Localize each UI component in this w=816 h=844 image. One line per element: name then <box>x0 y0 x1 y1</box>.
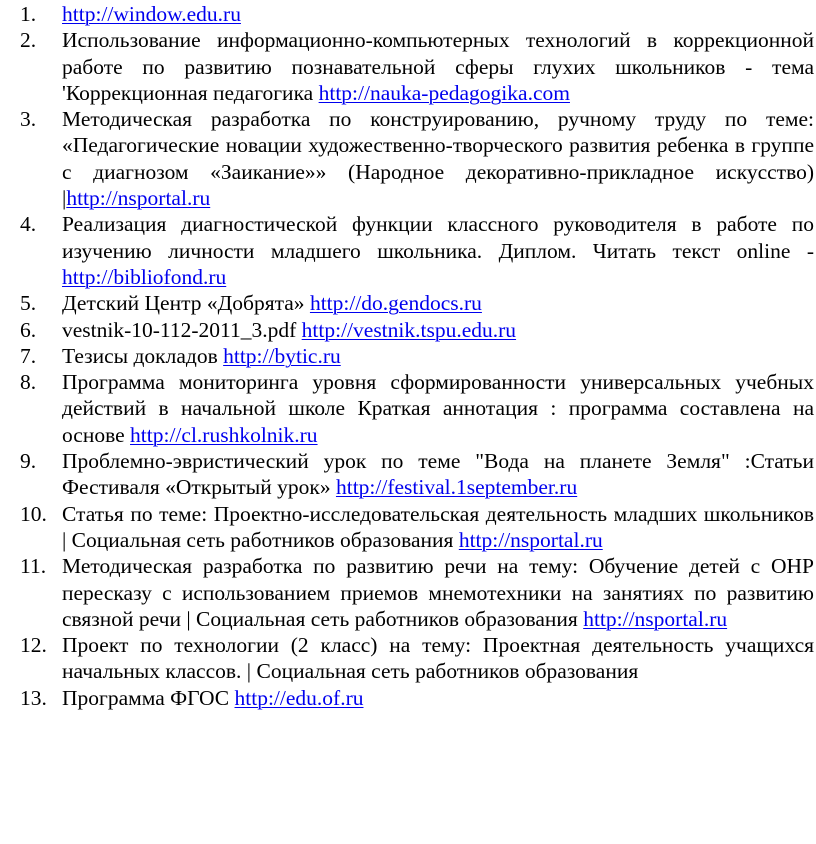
item-link[interactable]: http://bibliofond.ru <box>62 264 227 289</box>
item-link[interactable]: http://window.edu.ru <box>62 2 241 26</box>
item-text: Детский Центр «Добрята» <box>62 291 310 316</box>
item-number: 8. <box>20 370 37 395</box>
item-link[interactable]: http://vestnik.tspu.edu.ru <box>301 317 517 342</box>
item-text: Программа ФГОС <box>62 685 235 710</box>
list-item <box>0 1 814 27</box>
list-item <box>0 369 814 448</box>
item-text: Методическая разработка по конструированию, ручному труду по теме: «Педагогические новации художественно-творческого развития ребенка в группе с диагнозом «Заикание»» (Народное декоративно-прикладное искусство) | <box>62 107 814 211</box>
list-item <box>0 685 814 711</box>
item-text: Статья по теме: Проектно-исследовательская деятельность младших школьников | Социальная сеть работников образования <box>62 501 814 552</box>
item-link[interactable]: http://bytic.ru <box>223 343 341 368</box>
item-text: Тезисы докладов <box>62 343 224 368</box>
list-item <box>0 632 814 685</box>
item-link[interactable]: http://festival.1september.ru <box>335 475 578 500</box>
item-text: Использование информационно-компьютерных технологий в коррекционной работе по развитию познавательной сферы глухих школьников - тема 'Коррекционная педагогика <box>62 28 814 105</box>
item-number: 5. <box>20 291 37 316</box>
list-item <box>0 106 814 211</box>
item-text: Методическая разработка по развитию речи на тему: Обучение детей с ОНР пересказу с использованием приемов мнемотехники на занятиях по развитию связной речи | Социальная сеть работников образования <box>62 554 814 631</box>
item-link[interactable]: http://nsportal.ru <box>583 606 728 631</box>
list-item <box>0 317 814 343</box>
item-link[interactable]: http://edu.of.ru <box>234 685 364 710</box>
item-number: 9. <box>20 449 37 474</box>
item-number: 1. <box>20 2 37 26</box>
item-number: 12. <box>20 633 47 658</box>
item-number: 10. <box>20 501 47 526</box>
item-number: 6. <box>20 317 37 342</box>
list-item <box>0 343 814 369</box>
item-number: 7. <box>20 343 37 368</box>
item-link[interactable]: http://cl.rushkolnik.ru <box>130 422 318 447</box>
item-text: vestnik-10-112-2011_3.pdf <box>62 317 302 342</box>
item-link[interactable]: http://do.gendocs.ru <box>309 291 482 316</box>
item-text: Проблемно-эвристический урок по теме "Вода на планете Земля" :Статьи Фестиваля «Открытый урок» <box>62 449 814 500</box>
list-item <box>0 501 814 554</box>
list-item <box>0 211 814 290</box>
item-text: Программа мониторинга уровня сформированности универсальных учебных действий в начальной школе Краткая аннотация : программа составлена на основе <box>62 370 814 447</box>
list-item <box>0 553 814 632</box>
item-number: 11. <box>20 554 47 579</box>
item-number: 2. <box>20 28 37 53</box>
item-link[interactable]: http://nauka-pedagogika.com <box>318 80 570 105</box>
item-text: Проект по технологии (2 класс) на тему: Проектная деятельность учащихся начальных классов. | Социальная сеть работников образования <box>62 633 814 684</box>
item-number: 4. <box>20 212 37 237</box>
item-link[interactable]: http://nsportal.ru <box>66 186 211 211</box>
item-link[interactable]: http://nsportal.ru <box>458 527 603 552</box>
list-item <box>0 290 814 316</box>
list-item <box>0 448 814 501</box>
item-number: 3. <box>20 107 37 132</box>
list-item <box>0 27 814 106</box>
item-text: Реализация диагностической функции классного руководителя в работе по изучению личности младшего школьника. Диплом. Читать текст online - <box>62 212 814 263</box>
item-number: 13. <box>20 685 47 710</box>
